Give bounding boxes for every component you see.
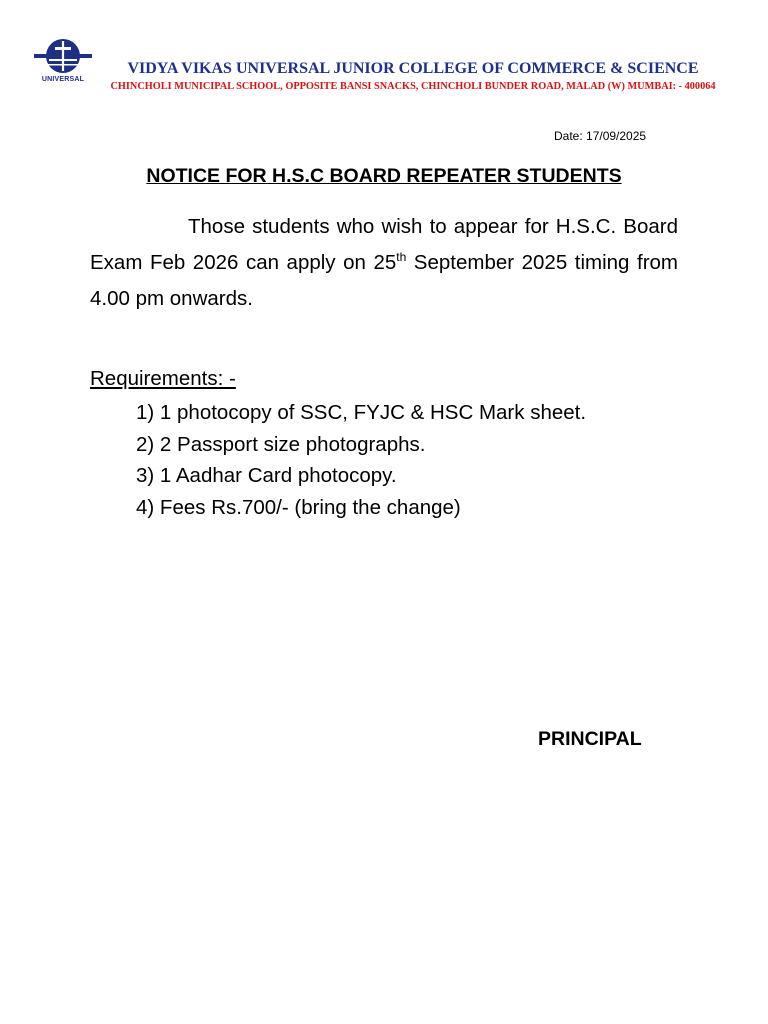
requirements-heading: Requirements: -	[90, 367, 236, 390]
notice-body-part2: September 2025 timing from 4.00 pm onwards.	[90, 251, 678, 310]
college-address: CHINCHOLI MUNICIPAL SCHOOL, OPPOSITE BANSI SNACKS, CHINCHOLI BUNDER ROAD, MALAD (W) MUMBAI: - 400064	[110, 81, 716, 92]
college-name: VIDYA VIKAS UNIVERSAL JUNIOR COLLEGE OF COMMERCE & SCIENCE	[127, 60, 699, 77]
notice-body	[90, 209, 678, 317]
notice-title: NOTICE FOR H.S.C BOARD REPEATER STUDENTS	[146, 165, 622, 187]
requirement-item: 1) 1 photocopy of SSC, FYJC & HSC Mark sheet.	[136, 401, 587, 424]
logo-caption: UNIVERSAL	[41, 76, 85, 83]
requirement-item: 4) Fees Rs.700/- (bring the change)	[136, 495, 461, 519]
requirement-item: 2) 2 Passport size photographs.	[136, 432, 426, 456]
date-ordinal-suffix: th	[396, 250, 407, 265]
notice-body-part1: Those students who wish to appear for H.S.C. Board Exam Feb 2026 can apply on 25	[90, 215, 678, 274]
principal-signature: PRINCIPAL	[538, 728, 642, 750]
requirements-list	[136, 397, 586, 523]
requirement-item: 3) 1 Aadhar Card photocopy.	[136, 464, 397, 487]
notice-date: Date: 17/09/2025	[554, 129, 647, 143]
